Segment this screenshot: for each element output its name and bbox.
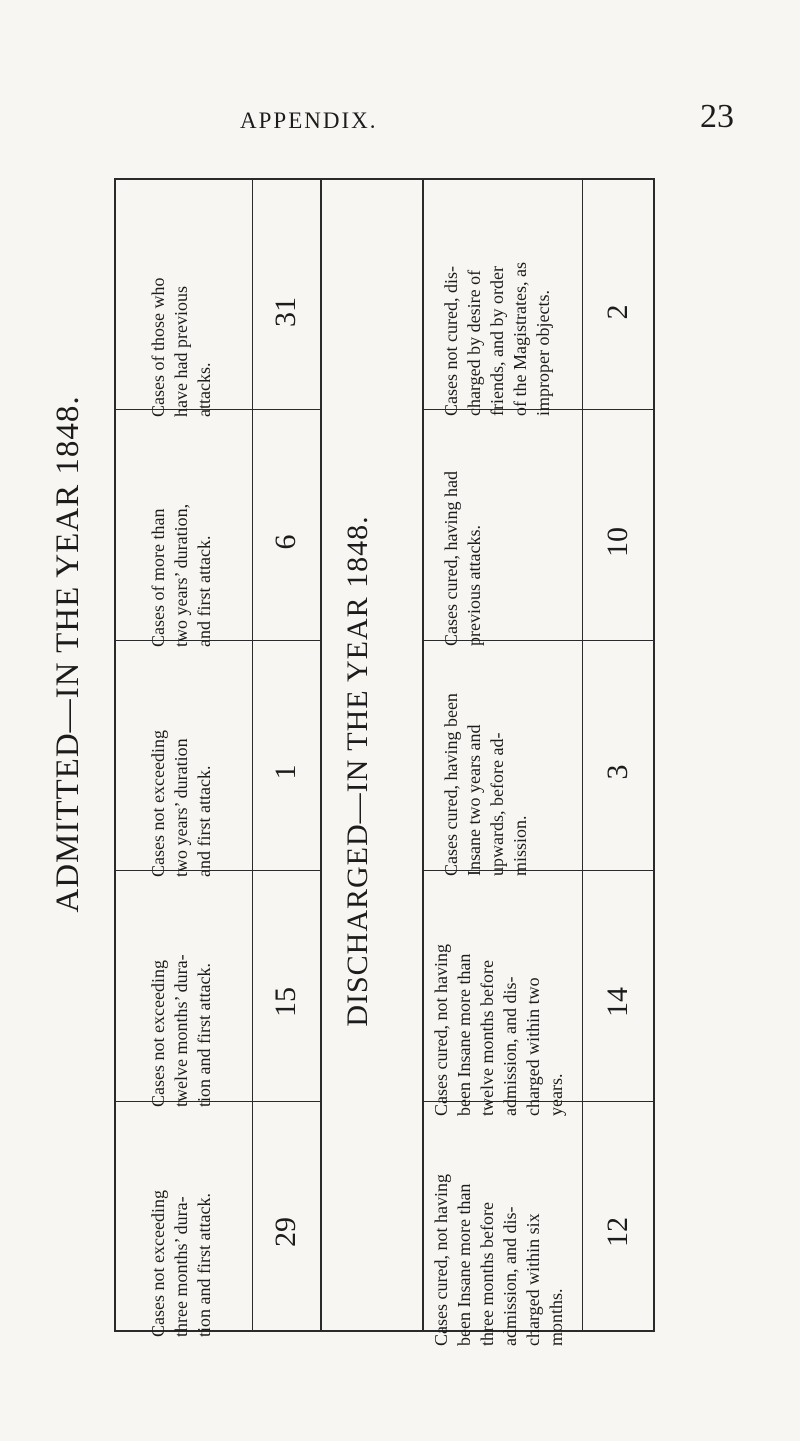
discharged-label: Cases cured, not having been Insane more than twelve months before admission, and dis- charged within two years. <box>431 944 566 1116</box>
admitted-value: 29 <box>269 1217 302 1247</box>
page-header-title: APPENDIX. <box>240 108 378 133</box>
discharged-section-title: DISCHARGED—IN THE YEAR 1848. <box>341 515 374 1027</box>
admitted-value: 15 <box>269 987 302 1017</box>
discharged-label: Cases cured, having had previous attacks. <box>441 471 484 646</box>
admitted-label: Cases not exceeding two years’ duration and first attack. <box>148 730 214 877</box>
admitted-value: 1 <box>269 764 302 780</box>
discharged-label: Cases not cured, dis- charged by desire of friends, and by order of the Magistrates, as improper objects. <box>441 262 553 416</box>
admitted-label: Cases not exceeding three months’ dura- tion and first attack. <box>148 1190 214 1337</box>
admitted-value: 6 <box>269 534 302 550</box>
admitted-section-title: ADMITTED—IN THE YEAR 1848. <box>50 395 86 913</box>
admitted-label: Cases of more than two years’ duration, and first attack. <box>148 503 214 647</box>
discharged-value: 14 <box>601 987 634 1017</box>
discharged-label: Cases cured, having been Insane two years and upwards, before ad- mission. <box>441 693 530 876</box>
admitted-value: 31 <box>269 297 302 327</box>
discharged-value: 10 <box>601 527 634 557</box>
discharged-value: 3 <box>601 764 634 780</box>
discharged-value: 2 <box>601 304 634 320</box>
admitted-label: Cases not exceeding twelve months’ dura- tion and first attack. <box>148 954 214 1107</box>
discharged-value: 12 <box>601 1217 634 1247</box>
discharged-label: Cases cured, not having been Insane more than three months before admission, and dis- charged within six months. <box>431 1174 566 1346</box>
page-number: 23 <box>700 98 734 135</box>
admitted-label: Cases of those who have had previous attacks. <box>148 277 214 417</box>
